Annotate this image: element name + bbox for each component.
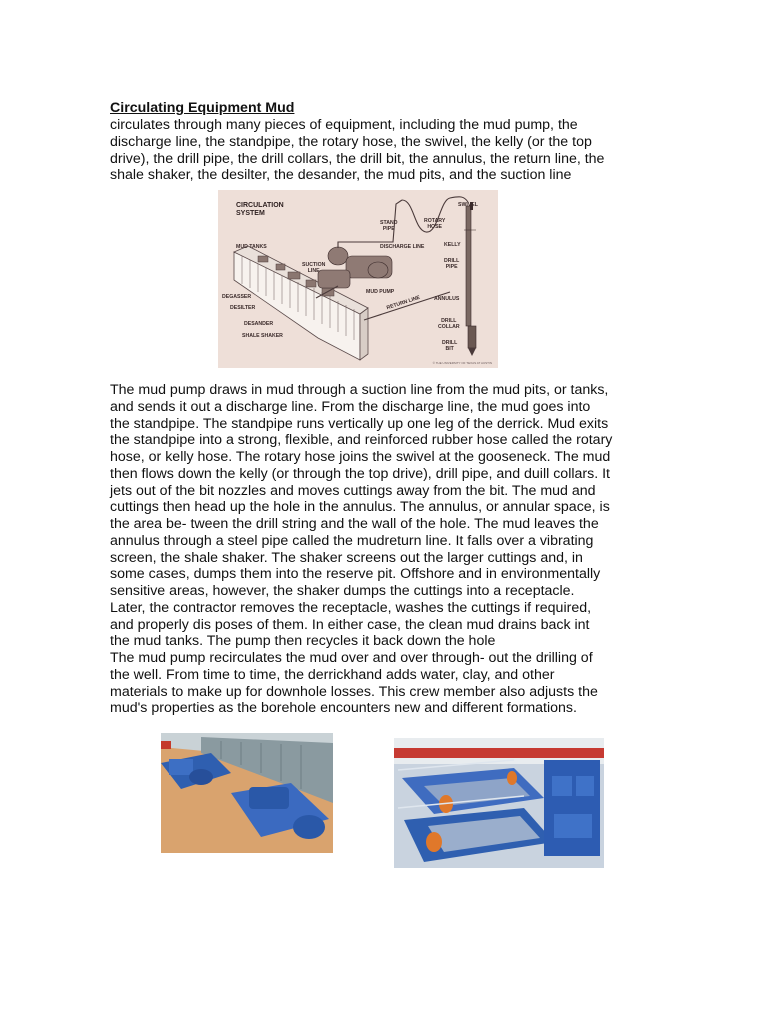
body-line: the mud tanks. The pump then recycles it back down the hole: [110, 633, 496, 650]
label-stand-pipe: [380, 220, 397, 232]
body-line: the standpipe into a strong, flexible, and reinforced rubber hose called the rotary: [110, 432, 613, 449]
label-kelly: KELLY: [444, 242, 461, 248]
label-line: PIPE: [382, 226, 395, 232]
body-line: some cases, dumps them into the reserve pit. Offshore and in environmentally: [110, 566, 601, 583]
mud-pump-photo: [161, 733, 333, 853]
label-line: LINE: [307, 268, 320, 274]
label-rotary-hose: [424, 218, 445, 230]
shale-shaker-photo: [394, 738, 604, 868]
intro-line: shale shaker, the desilter, the desander, the mud pits, and the suction line: [110, 167, 572, 184]
body-line: hose, or kelly hose. The rotary hose joins the swivel at the gooseneck. The mud: [110, 449, 611, 465]
body-line: and sends it out a discharge line. From the discharge line, the mud goes into: [110, 398, 591, 415]
label-drill-pipe: [444, 258, 459, 270]
shale-shaker-illustration: [394, 738, 604, 868]
label-line: DRILL: [444, 258, 460, 264]
label-degasser: DEGASSER: [222, 294, 252, 300]
body-line: materials to make up for downhole losses. This crew member also adjusts the: [110, 683, 598, 700]
label-discharge-line: DISCHARGE LINE: [380, 244, 425, 250]
circulation-system-diagram: [218, 190, 498, 368]
body-line: annulus through a steel pipe called the mudreturn line. It falls over a vibrating: [110, 532, 594, 549]
label-line: HOSE: [427, 224, 443, 230]
body-line: then flows down the kelly (or through the top drive), drill pipe, and duill collars. It: [110, 465, 610, 482]
intro-line: discharge line, the standpipe, the rotary hose, the swivel, the kelly (or the top: [110, 133, 592, 150]
body-line: the area be- tween the drill string and the wall of the hole. The mud leaves the: [110, 516, 599, 532]
diagram-title: [236, 202, 296, 218]
label-shale-shaker: SHALE SHAKER: [242, 333, 283, 339]
document-title: Circulating Equipment Mud: [110, 100, 295, 116]
diagram-credit: © THE UNIVERSITY OF TEXAS AT AUSTIN: [432, 361, 492, 365]
label-drill-bit: [442, 340, 457, 352]
label-desander: DESANDER: [244, 321, 274, 327]
label-drill-collar: [438, 318, 460, 330]
label-mud-pump: MUD PUMP: [366, 289, 395, 295]
body-line: sensitive areas, however, the shaker dumps the cuttings into a receptacle.: [110, 583, 575, 599]
label-line: DRILL: [441, 318, 457, 324]
label-line: DRILL: [442, 340, 458, 346]
label-return-line: RETURN LINE: [385, 294, 421, 312]
mud-pump-illustration: [161, 733, 333, 853]
label-mud-tanks: MUD TANKS: [236, 244, 267, 250]
body-line: The mud pump draws in mud through a suction line from the mud pits, or tanks,: [110, 382, 609, 398]
body-line: the well. From time to time, the derrickhand adds water, clay, and other: [110, 666, 555, 683]
body-line: cuttings then head up the hole in the annulus. The annulus, or annular space, is: [110, 499, 610, 516]
label-line: BIT: [445, 346, 454, 352]
body-line: screen, the shale shaker. The shaker screens out the larger cuttings and, in: [110, 549, 583, 566]
intro-paragraph: [110, 117, 670, 184]
body-line: mud's properties as the borehole encounters new and different formations.: [110, 700, 577, 717]
body-line: The mud pump recirculates the mud over and over through- out the drilling of: [110, 650, 593, 666]
body-paragraph: [110, 382, 670, 717]
diagram-title-line: CIRCULATION: [236, 202, 284, 209]
label-line: COLLAR: [438, 324, 460, 330]
label-line: ROTARY: [424, 218, 446, 224]
label-suction-line: [302, 262, 325, 274]
body-line: the standpipe. The standpipe runs vertically up one leg of the derrick. Mud exits: [110, 415, 609, 432]
intro-line: circulates through many pieces of equipment, including the mud pump, the: [110, 117, 578, 133]
label-annulus: ANNULUS: [434, 296, 460, 302]
body-line: Later, the contractor removes the receptacle, washes the cuttings if required,: [110, 599, 592, 616]
label-swivel: SWIVEL: [458, 202, 478, 208]
diagram-title-line: SYSTEM: [236, 210, 265, 217]
label-desilter: DESILTER: [230, 305, 256, 311]
intro-line: drive), the drill pipe, the drill collars, the drill bit, the annulus, the return line, the: [110, 150, 605, 167]
body-line: jets out of the bit nozzles and moves cuttings away from the bit. The mud and: [110, 482, 596, 499]
body-line: and properly dis poses of them. In either case, the clean mud drains back int: [110, 616, 590, 633]
label-line: SUCTION: [302, 262, 326, 268]
label-line: STAND: [380, 220, 398, 226]
label-line: PIPE: [445, 264, 458, 270]
